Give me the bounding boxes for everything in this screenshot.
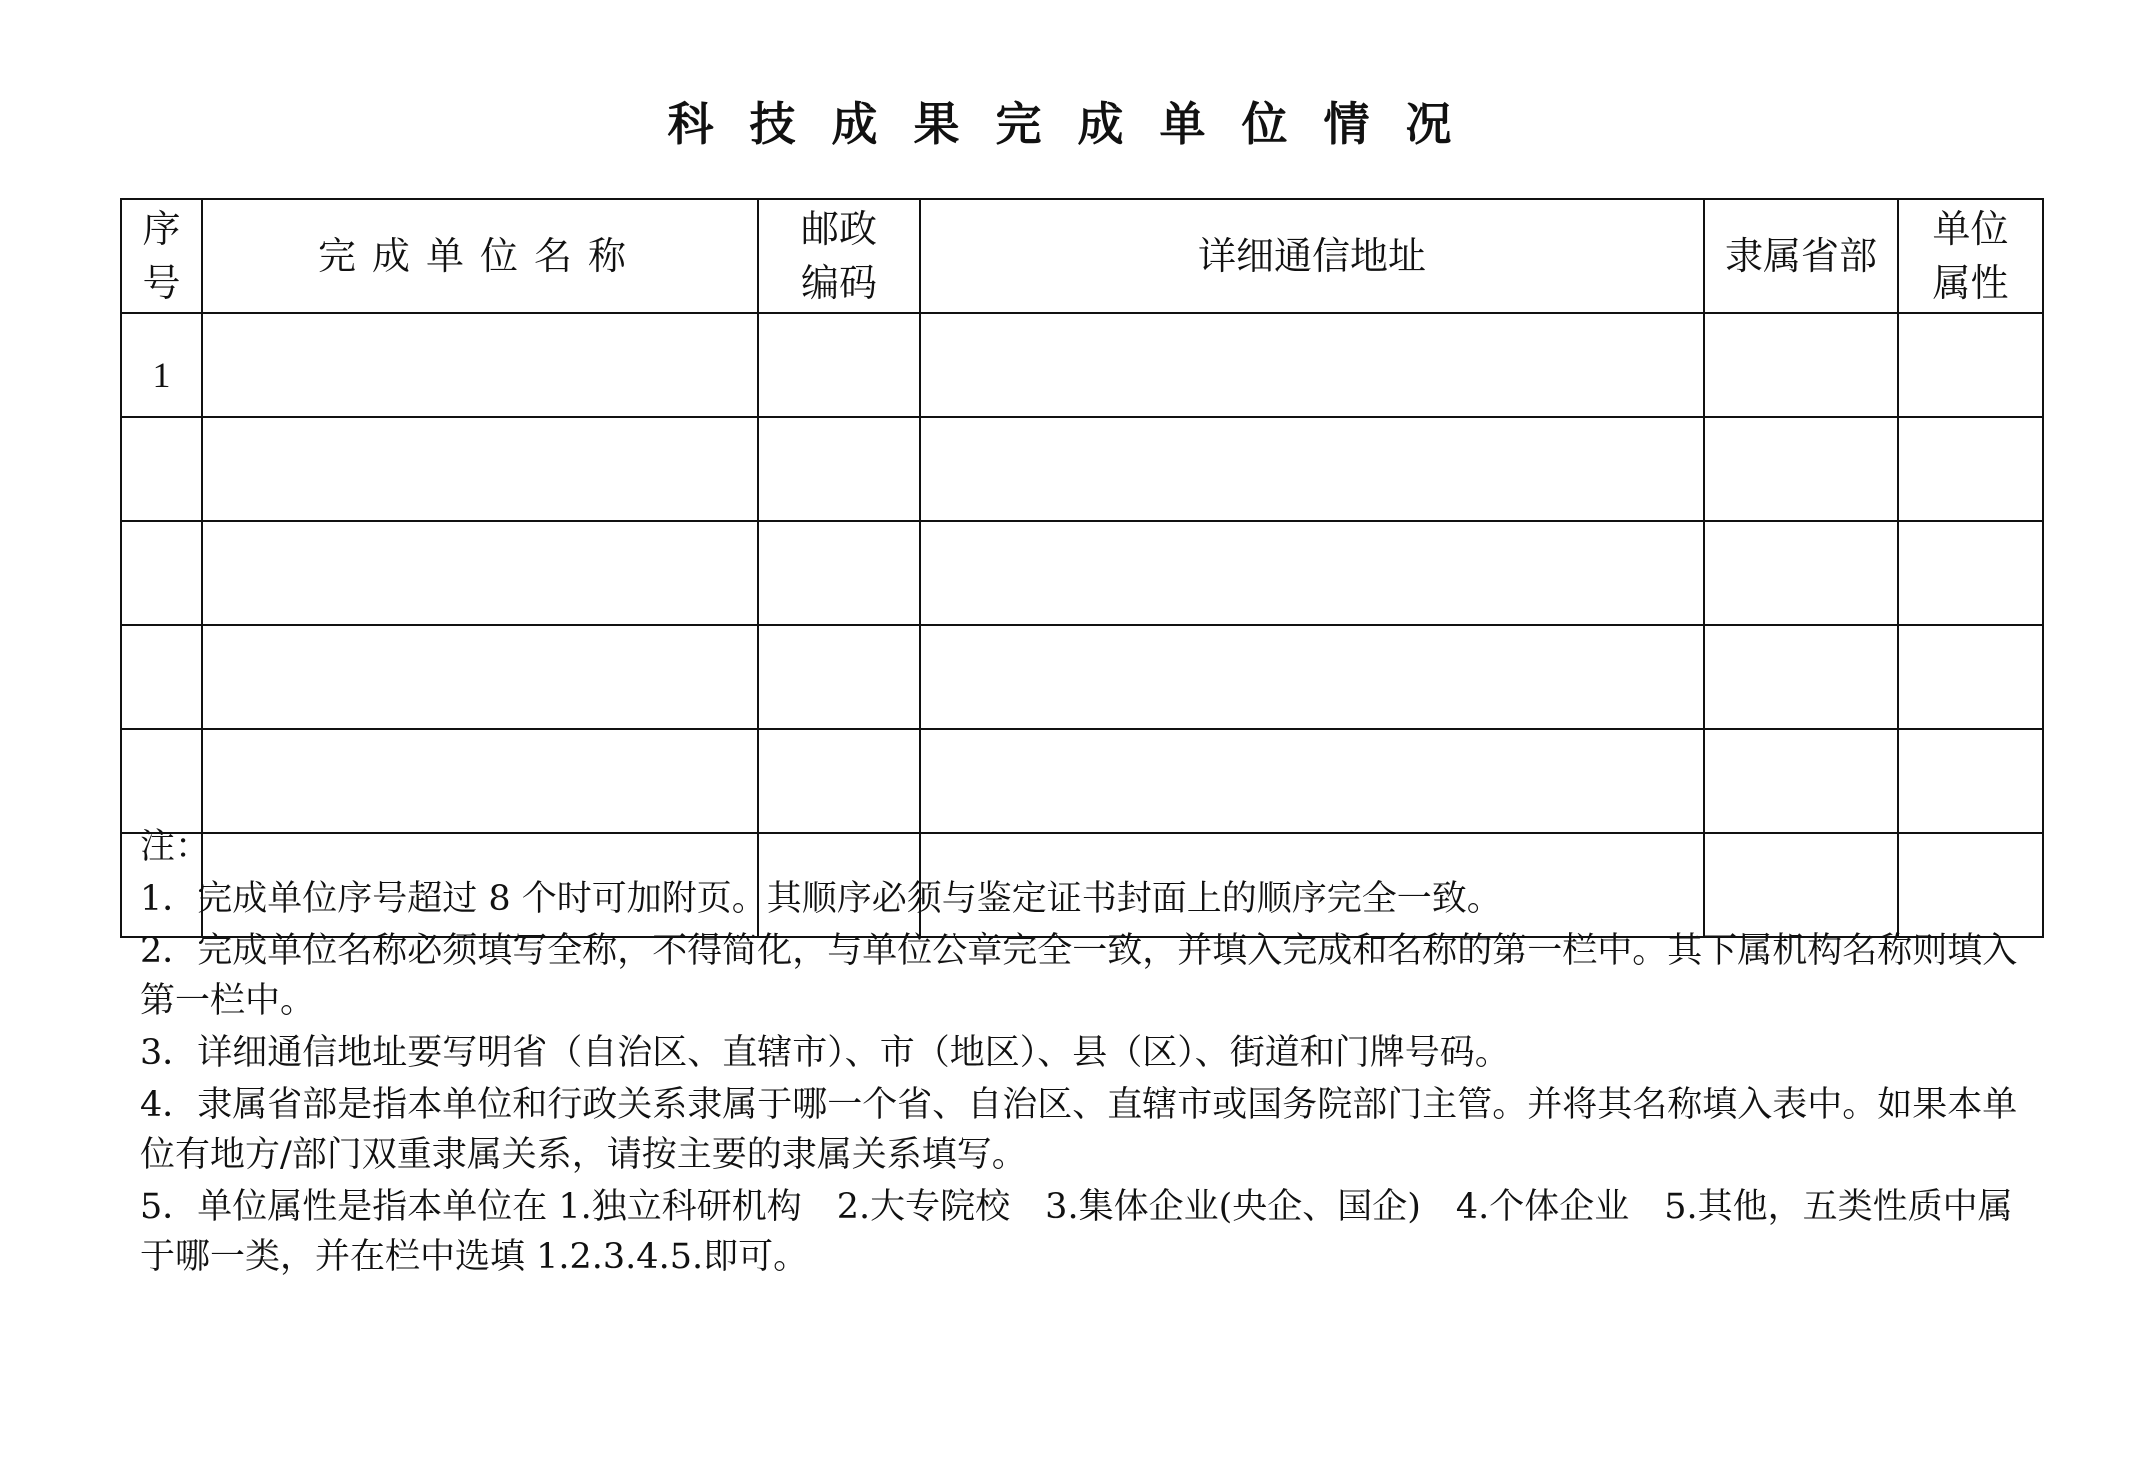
notes-label: 注：	[140, 827, 211, 867]
cell-postal-code[interactable]	[758, 729, 920, 833]
cell-seq[interactable]	[121, 521, 202, 625]
header-postal-code: 邮政 编码	[758, 199, 920, 313]
note-item-4: 4．隶属省部是指本单位和行政关系隶属于哪一个省、自治区、直辖市或国务院部门主管。并将其名称填入表中。如果本单位有地方/部门双重隶属关系，请按主要的隶属关系填写。	[140, 1085, 2018, 1175]
header-ministry: 隶属省部	[1704, 199, 1898, 313]
page-title: 科技成果完成单位情况	[667, 97, 1488, 151]
notes-section	[140, 822, 2040, 1284]
cell-seq[interactable]	[121, 625, 202, 729]
table-row	[121, 417, 2043, 521]
cell-unit-attribute[interactable]	[1898, 417, 2043, 521]
cell-seq[interactable]: 1	[121, 313, 202, 417]
cell-unit-attribute[interactable]	[1898, 729, 2043, 833]
table-row	[121, 313, 2043, 417]
cell-ministry[interactable]	[1704, 729, 1898, 833]
note-item-5: 5．单位属性是指本单位在 1.独立科研机构 2.大专院校 3.集体企业(央企、国企) 4.个体企业 5.其他，五类性质中属于哪一类，并在栏中选填 1.2.3.4.5.即可。	[140, 1187, 2013, 1277]
cell-unit-name[interactable]	[202, 313, 758, 417]
cell-ministry[interactable]	[1704, 625, 1898, 729]
header-address: 详细通信地址	[920, 199, 1704, 313]
cell-postal-code[interactable]	[758, 417, 920, 521]
cell-seq[interactable]	[121, 417, 202, 521]
cell-address[interactable]	[920, 521, 1704, 625]
cell-postal-code[interactable]	[758, 625, 920, 729]
cell-postal-code[interactable]	[758, 313, 920, 417]
table-row	[121, 521, 2043, 625]
cell-unit-attribute[interactable]	[1898, 313, 2043, 417]
table-header-row	[121, 199, 2043, 313]
cell-address[interactable]	[920, 417, 1704, 521]
header-seq: 序 号	[121, 199, 202, 313]
cell-address[interactable]	[920, 313, 1704, 417]
cell-ministry[interactable]	[1704, 521, 1898, 625]
cell-unit-name[interactable]	[202, 625, 758, 729]
header-unit-name: 完成单位名称	[202, 199, 758, 313]
cell-postal-code[interactable]	[758, 521, 920, 625]
cell-unit-attribute[interactable]	[1898, 521, 2043, 625]
cell-unit-name[interactable]	[202, 417, 758, 521]
table-row	[121, 625, 2043, 729]
cell-address[interactable]	[920, 729, 1704, 833]
cell-seq[interactable]	[121, 729, 202, 833]
note-item-1: 1．完成单位序号超过 8 个时可加附页。其顺序必须与鉴定证书封面上的顺序完全一致。	[140, 879, 1502, 919]
cell-address[interactable]	[920, 625, 1704, 729]
cell-ministry[interactable]	[1704, 417, 1898, 521]
note-item-2: 2．完成单位名称必须填写全称，不得简化，与单位公章完全一致，并填入完成和名称的第一栏中。其下属机构名称则填入第一栏中。	[140, 931, 2018, 1021]
cell-unit-name[interactable]	[202, 521, 758, 625]
header-unit-attribute: 单位 属性	[1898, 199, 2043, 313]
table-row	[121, 729, 2043, 833]
cell-unit-attribute[interactable]	[1898, 625, 2043, 729]
cell-ministry[interactable]	[1704, 313, 1898, 417]
cell-unit-name[interactable]	[202, 729, 758, 833]
note-item-3: 3．详细通信地址要写明省（自治区、直辖市）、市（地区）、县（区）、街道和门牌号码。	[140, 1033, 1510, 1073]
